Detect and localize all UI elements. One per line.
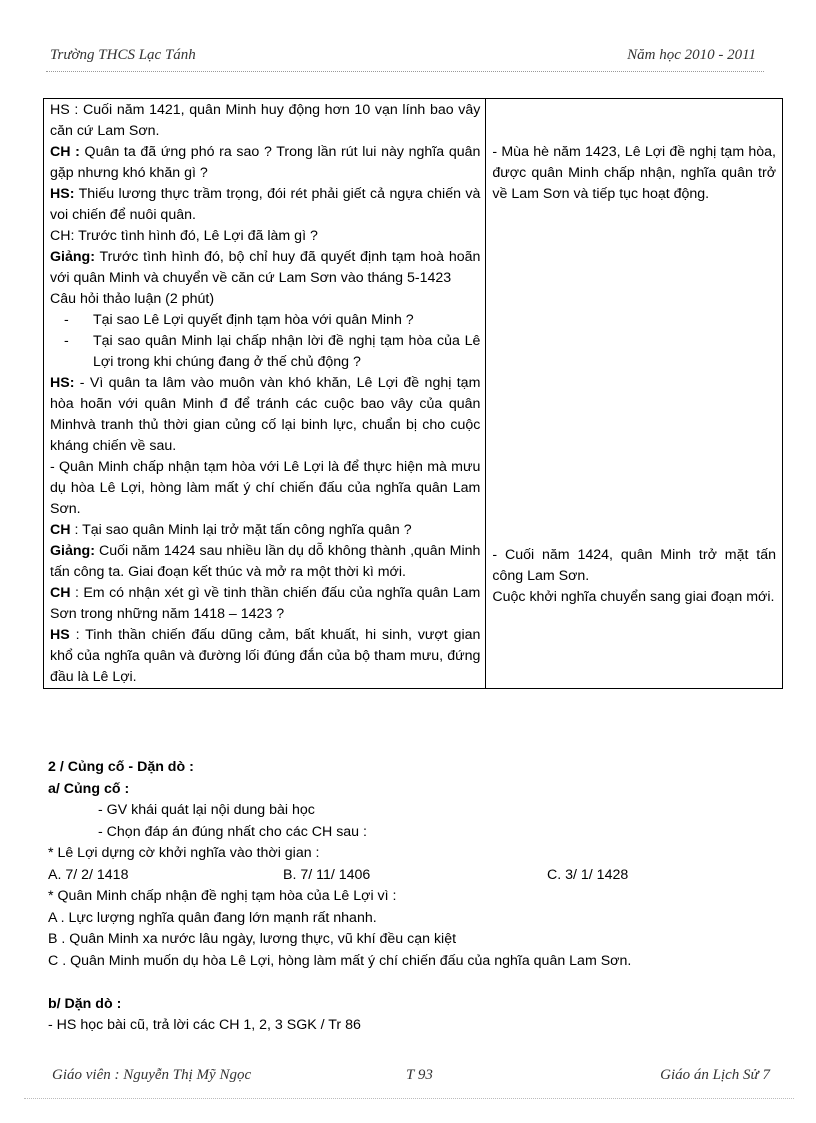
teacher-name: Giáo viên : Nguyễn Thị Mỹ Ngọc	[52, 1067, 252, 1083]
option-a: A. 7/ 2/ 1418	[48, 866, 129, 883]
label-ch: CH :	[50, 144, 80, 160]
footer-divider	[24, 1098, 794, 1099]
homework-item: - HS học bài cũ, trả lời các CH 1, 2, 3 SGK / Tr 86	[48, 1017, 361, 1033]
note-1424-attack: - Cuối năm 1424, quân Minh trở mặt tấn công Lam Sơn.	[492, 547, 776, 584]
paragraph-giang-truce: Giảng: Trước tình hình đó, bộ chỉ huy đã quyết định tạm hoà hoãn với quân Minh và chuyển về căn cứ Lam Sơn vào tháng 5-1423	[50, 249, 481, 286]
question-1-options	[48, 865, 768, 887]
question-1: * Lê Lợi dựng cờ khởi nghĩa vào thời gian :	[48, 845, 320, 861]
paragraph-hs-hunger: HS: Thiếu lương thực trầm trọng, đói rét phải giết cả ngựa chiến và voi chiến để nuôi quân.	[50, 186, 481, 223]
header-divider	[46, 71, 764, 72]
teaching-activities-cell	[44, 99, 486, 689]
paragraph-ch-response: CH : Quân ta đã ứng phó ra sao ? Trong lần rút lui này nghĩa quân gặp nhưng khó khăn gì ?	[50, 144, 481, 181]
note-new-phase: Cuộc khởi nghĩa chuyển sang giai đoạn mới.	[492, 589, 775, 605]
table-row	[44, 99, 783, 689]
content-notes-cell	[486, 99, 783, 689]
paragraph-hs-spirit: HS : Tinh thần chiến đấu dũng cảm, bất khuất, hi sinh, vượt gian khổ của nghĩa quân và đường lối đúng đắn của bộ tham mưu, đứng đầu là Lê Lợi.	[50, 627, 481, 685]
paragraph-hs-answer: HS: - Vì quân ta lâm vào muôn vàn khó khăn, Lê Lợi đề nghị tạm hòa hoãn với quân Minh đ để tránh các cuộc bao vây của quân Minhvà tranh thủ thời gian củng cố lại binh lực, chuẩn bị cho cuộc kháng chiến về sau.	[50, 375, 481, 454]
paragraph-ch-spirit: CH : Em có nhận xét gì về tinh thần chiến đấu của nghĩa quân Lam Sơn trong những năm 1418 – 1423 ?	[50, 585, 481, 622]
homework-title: b/ Dặn dò :	[48, 995, 122, 1012]
label-ch: CH	[50, 522, 71, 538]
consolidation-item-1: - GV khái quát lại nội dung bài học	[98, 802, 315, 818]
paragraph-minh-accept: - Quân Minh chấp nhận tạm hòa với Lê Lợi là để thực hiện mà mưu dụ hòa Lê Lợi, hòng làm mất ý chí chiến đấu của nghĩa quân Lam Sơn.	[50, 459, 481, 517]
paragraph-hs-1421: HS : Cuối năm 1421, quân Minh huy động hơn 10 vạn lính bao vây căn cứ Lam Sơn.	[50, 102, 481, 139]
section-title: 2 / Củng cố - Dặn dò :	[48, 759, 194, 775]
consolidation-item-2: - Chọn đáp án đúng nhất cho các CH sau :	[98, 823, 367, 840]
discussion-heading: Câu hỏi thảo luận (2 phút)	[50, 291, 215, 307]
page-footer	[48, 1067, 770, 1089]
subject-name: Giáo án Lịch Sử 7	[660, 1067, 770, 1083]
spacer	[48, 972, 768, 994]
question-2-option-a: A . Lực lượng nghĩa quân đang lớn mạnh rất nhanh.	[48, 909, 377, 926]
page-header	[46, 47, 756, 69]
label-hs: HS:	[50, 186, 75, 202]
question-2-option-b: B . Quân Minh xa nước lâu ngày, lương thực, vũ khí đều cạn kiệt	[48, 931, 457, 947]
discussion-question-1: - Tại sao Lê Lợi quyết định tạm hòa với quân Minh ?	[64, 312, 414, 328]
label-giang: Giảng:	[50, 543, 95, 559]
question-2: * Quân Minh chấp nhận đề nghị tạm hòa của Lê Lợi vì :	[48, 888, 397, 904]
consolidation-title: a/ Củng cố :	[48, 780, 130, 797]
paragraph-giang-1424: Giảng: Cuối năm 1424 sau nhiều lần dụ dỗ không thành ,quân Minh tấn công ta. Giai đoạn kết thúc và mở ra một thời kì mới.	[50, 543, 481, 580]
label-hs: HS	[50, 627, 70, 643]
discussion-question-2: - Tại sao quân Minh lại chấp nhận lời đề nghị tạm hòa của Lê Lợi trong khi chúng đang ở thế chủ động ?	[64, 333, 481, 370]
paragraph-ch-action: CH: Trước tình hình đó, Lê Lợi đã làm gì ?	[50, 228, 318, 244]
question-2-option-c: C . Quân Minh muốn dụ hòa Lê Lợi, hòng làm mất ý chí chiến đấu của nghĩa quân Lam Sơn.	[48, 952, 632, 969]
page-number: T 93	[406, 1067, 433, 1083]
school-year: Năm học 2010 - 2011	[627, 47, 756, 63]
label-hs: HS:	[50, 375, 75, 391]
lesson-table	[43, 98, 783, 689]
label-giang: Giảng:	[50, 249, 95, 265]
paragraph-ch-betrayal: CH : Tại sao quân Minh lại trở mặt tấn công nghĩa quân ?	[50, 522, 412, 538]
school-name: Trường THCS Lạc Tánh	[50, 47, 196, 63]
option-c: C. 3/ 1/ 1428	[547, 866, 629, 883]
consolidation-section	[48, 757, 768, 1037]
label-ch: CH	[50, 585, 71, 601]
option-b: B. 7/ 11/ 1406	[283, 866, 371, 883]
note-1423-truce: - Mùa hè năm 1423, Lê Lợi đề nghị tạm hòa, được quân Minh chấp nhận, nghĩa quân trở về Lam Sơn và tiếp tục hoạt động.	[492, 144, 776, 202]
